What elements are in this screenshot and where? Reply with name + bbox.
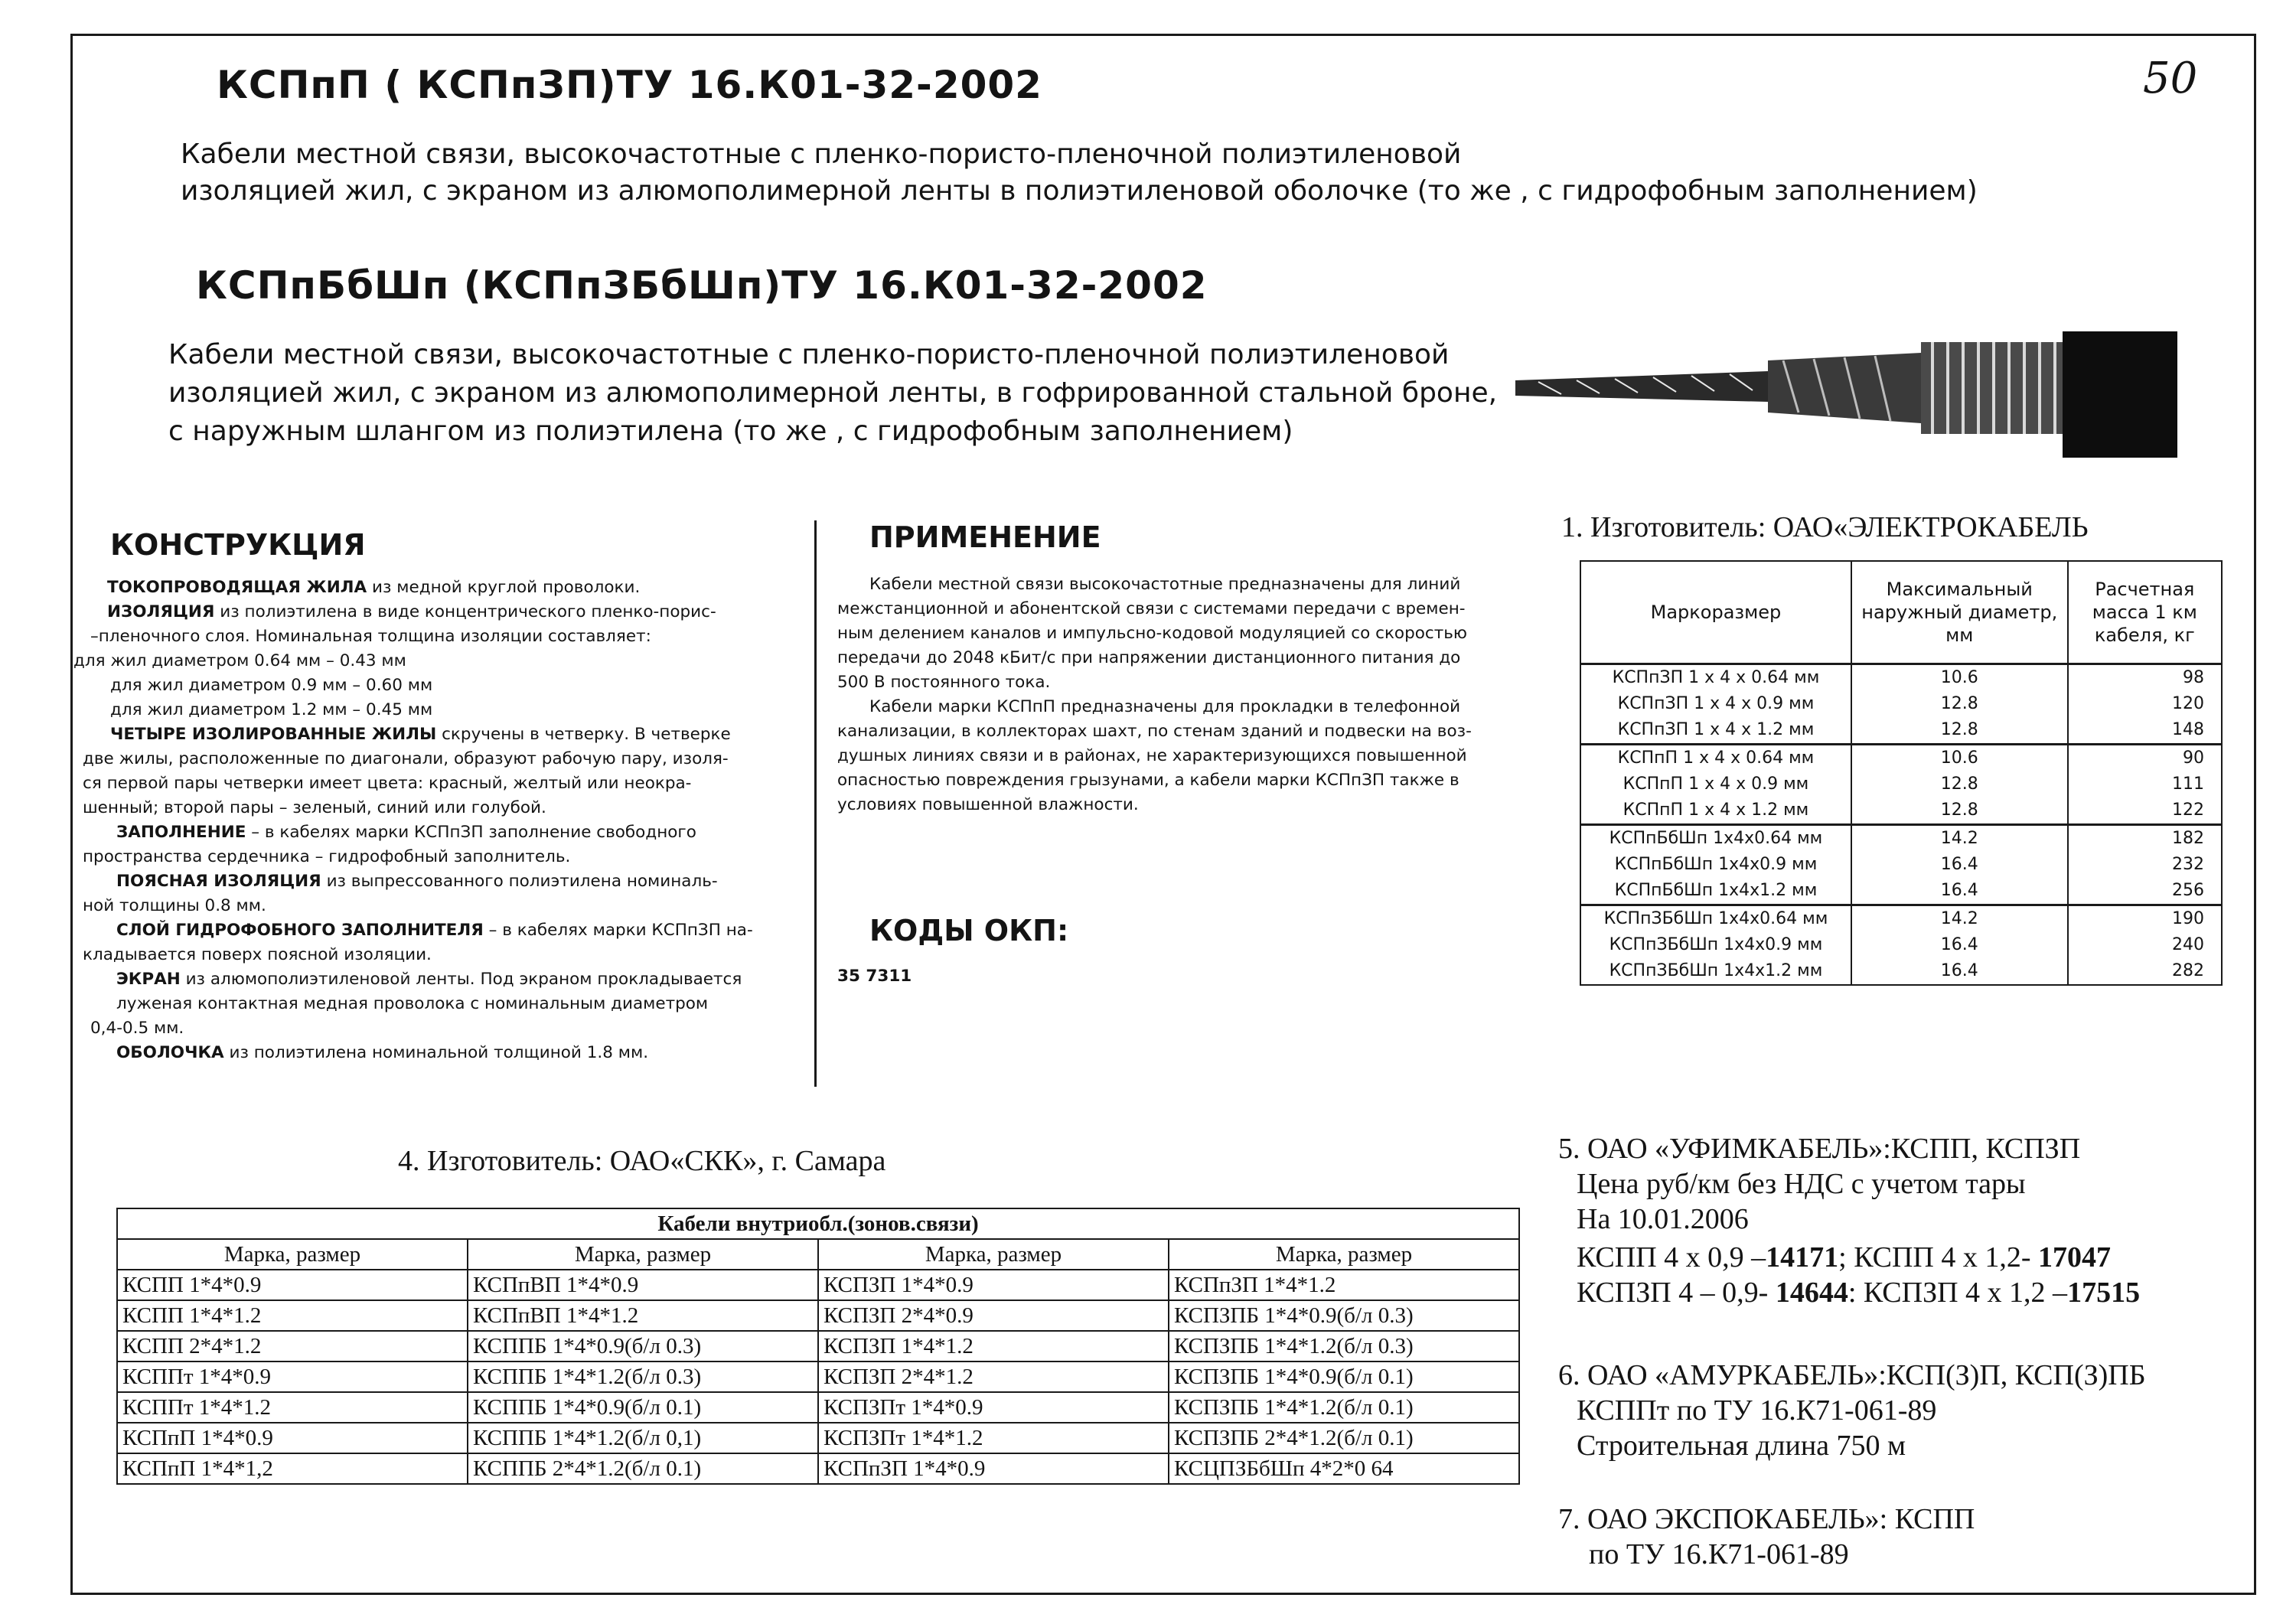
t1-cell-diameter: 14.2 (1851, 825, 2068, 853)
construction-p6-text: – в кабелях марки КСПпЗП на- (483, 921, 753, 940)
t2-cell: КСПЗПт 1*4*0.9 (818, 1392, 1169, 1423)
t2-cell: КСППБ 1*4*1.2(б/л 0.3) (468, 1361, 818, 1392)
application-heading: ПРИМЕНЕНИЕ (869, 520, 1101, 554)
t2-cell: КСППБ 2*4*1.2(б/л 0.1) (468, 1453, 818, 1484)
construction-p4-term: ЗАПОЛНЕНИЕ (116, 823, 246, 842)
t1-cell-model: КСПпП 1 х 4 х 0.9 мм (1580, 771, 1851, 797)
construction-p2-text: из полиэтилена в виде концентрического пленко-порис- (214, 602, 716, 621)
construction-p6-term: СЛОЙ ГИДРОФОБНОГО ЗАПОЛНИТЕЛЯ (116, 921, 484, 940)
construction-p5-term: ПОЯСНАЯ ИЗОЛЯЦИЯ (116, 872, 321, 891)
t1-cell-diameter: 10.6 (1851, 745, 2068, 772)
application-line5: 500 В постоянного тока. (837, 673, 1051, 692)
t1-header-diameter: Максимальный наружный диаметр, мм (1851, 561, 2068, 664)
t2-cell: КСПЗП 2*4*0.9 (818, 1300, 1169, 1331)
construction-p7-line3: 0,4-0.5 мм. (90, 1019, 184, 1038)
construction-p1-term: ТОКОПРОВОДЯЩАЯ ЖИЛА (107, 578, 367, 597)
t1-cell-model: КСПпЗП 1 х 4 х 1.2 мм (1580, 717, 1851, 745)
t2-row (117, 1453, 1519, 1484)
t1-cell-mass: 232 (2068, 852, 2222, 878)
t1-cell-mass: 120 (2068, 691, 2222, 717)
construction-p2-line5: для жил диаметром 1.2 мм – 0.45 мм (110, 700, 433, 719)
t1-row (1580, 717, 2222, 745)
t2-row (117, 1300, 1519, 1331)
t1-cell-mass: 98 (2068, 664, 2222, 692)
application-line1: Кабели местной связи высокочастотные предназначены для линий (869, 575, 1461, 594)
t1-cell-diameter: 10.6 (1851, 664, 2068, 692)
t1-row (1580, 825, 2222, 853)
t1-cell-mass: 122 (2068, 797, 2222, 825)
t2-row (117, 1392, 1519, 1423)
construction-p7-text: из алюмополиэтиленовой ленты. Под экраном прокладывается (180, 970, 742, 989)
subtitle2-line1: Кабели местной связи, высокочастотные с пленко-пористо-пленочной полиэтиленовой (168, 339, 1450, 370)
t2-cell: КСПЗПБ 1*4*0.9(б/л 0.1) (1169, 1361, 1519, 1392)
t2-cell: КСПП 1*4*0.9 (117, 1270, 468, 1300)
t1-cell-mass: 190 (2068, 905, 2222, 933)
construction-p2-line4: для жил диаметром 0.9 мм – 0.60 мм (110, 676, 433, 695)
application-line8: душных линиях связи и в районах, не характеризующихся повышенной (837, 746, 1467, 765)
t1-row (1580, 691, 2222, 717)
t1-row (1580, 878, 2222, 905)
price-ksp-09: 14171 (1766, 1241, 1839, 1273)
t2-cell: КСПпЗП 1*4*0.9 (818, 1453, 1169, 1484)
construction-p2-line2: –пленочного слоя. Номинальная толщина изоляции составляет: (90, 627, 651, 646)
t2-row (117, 1361, 1519, 1392)
subtitle1-line1: Кабели местной связи, высокочастотные с пленко-пористо-пленочной полиэтиленовой (181, 139, 1462, 170)
construction-p8-term: ОБОЛОЧКА (116, 1043, 224, 1062)
t2-cell: КСПЗПБ 2*4*1.2(б/л 0.1) (1169, 1423, 1519, 1453)
construction-p3-text: скручены в четверку. В четверке (436, 725, 731, 744)
t2-cell: КСППт 1*4*1.2 (117, 1392, 468, 1423)
t1-header-mass: Расчетная масса 1 км кабеля, кг (2068, 561, 2222, 664)
okp-code: 35 7311 (837, 967, 912, 986)
construction-heading: КОНСТРУКЦИЯ (110, 528, 366, 562)
application-line4: передачи до 2048 кБит/с при напряжении дистанционного питания до (837, 648, 1461, 667)
application-line7: канализации, в коллекторах шахт, по стенам зданий и подвески на воз- (837, 722, 1472, 741)
construction-p2-line3: для жил диаметром 0.64 мм – 0.43 мм (73, 651, 406, 670)
construction-p2-term: ИЗОЛЯЦИЯ (107, 602, 215, 621)
manufacturer7-line2: по ТУ 16.К71-061-89 (1589, 1538, 1849, 1570)
t1-cell-model: КСПпЗБбШп 1х4х1.2 мм (1580, 958, 1851, 985)
t2-cell: КСПпП 1*4*0.9 (117, 1423, 468, 1453)
t1-cell-diameter: 12.8 (1851, 771, 2068, 797)
construction-p1-text: из медной круглой проволоки. (367, 578, 641, 597)
page-number: 50 (2143, 54, 2198, 103)
construction-p3-term: ЧЕТЫРЕ ИЗОЛИРОВАННЫЕ ЖИЛЫ (110, 725, 437, 744)
t2-cell: КСПЗП 2*4*1.2 (818, 1361, 1169, 1392)
application-line9: опасностью повреждения грызунами, а кабели марки КСПпЗП также в (837, 771, 1459, 790)
construction-text (73, 576, 801, 1065)
t1-cell-model: КСПпЗБбШп 1х4х0.9 мм (1580, 932, 1851, 958)
price-ksp-09-label: КСПП 4 х 0,9 – (1577, 1241, 1766, 1273)
t1-cell-diameter: 16.4 (1851, 958, 2068, 985)
t1-row (1580, 932, 2222, 958)
construction-p3-line3: ся первой пары четверки имеет цвета: красный, желтый или неокра- (83, 774, 692, 793)
t1-cell-diameter: 12.8 (1851, 717, 2068, 745)
t2-header-col3: Марка, размер (818, 1239, 1169, 1270)
application-line6: Кабели марки КСПпП предназначены для прокладки в телефонной (869, 697, 1461, 716)
t1-cell-model: КСПпЗБбШп 1х4х0.64 мм (1580, 905, 1851, 933)
t1-cell-model: КСПпЗП 1 х 4 х 0.64 мм (1580, 664, 1851, 692)
price-ksp-12: 17047 (2037, 1241, 2111, 1273)
manufacturer7-line1: 7. ОАО ЭКСПОКАБЕЛЬ»: КСПП (1558, 1503, 1975, 1535)
application-line3: ным делением каналов и импульсно-кодовой модуляцией со скоростью (837, 624, 1467, 643)
t1-row (1580, 771, 2222, 797)
t1-row (1580, 852, 2222, 878)
subtitle1-line2: изоляцией жил, с экраном из алюмополимерной ленты в полиэтиленовой оболочке (то же , с гидрофобным заполнением) (181, 175, 1978, 207)
t2-cell: КСПЗПБ 1*4*1.2(б/л 0.3) (1169, 1331, 1519, 1361)
t1-cell-mass: 240 (2068, 932, 2222, 958)
manufacturer5-line1: 5. ОАО «УФИМКАБЕЛЬ»:КСПП, КСПЗП (1558, 1133, 2081, 1165)
cable-image (1515, 325, 2181, 463)
application-line2: межстанционной и абонентской связи с системами передачи с времен- (837, 599, 1466, 618)
manufacturer5-line5 (1558, 1275, 2262, 1310)
manufacturer6-line2: КСППт по ТУ 16.К71-061-89 (1577, 1394, 1937, 1427)
t1-cell-model: КСПпП 1 х 4 х 0.64 мм (1580, 745, 1851, 772)
t1-cell-model: КСПпБбШп 1х4х0.9 мм (1580, 852, 1851, 878)
manufacturer7-block (1558, 1502, 2262, 1572)
price-kspzp-12: 17515 (2067, 1277, 2141, 1309)
price-kspzp-09-label: КСПЗП 4 – 0,9- (1577, 1277, 1776, 1309)
application-text (837, 572, 1541, 817)
t2-cell: КСППт 1*4*0.9 (117, 1361, 468, 1392)
price-kspzp-09: 14644 (1775, 1277, 1848, 1309)
t2-cell: КСПЗП 1*4*0.9 (818, 1270, 1169, 1300)
construction-p7-term: ЭКРАН (116, 970, 181, 989)
t1-row (1580, 664, 2222, 692)
t1-cell-mass: 182 (2068, 825, 2222, 853)
application-line10: условиях повышенной влажности. (837, 795, 1139, 814)
manufacturer1-label: 1. Изготовитель: ОАО«ЭЛЕКТРОКАБЕЛЬ (1561, 511, 2089, 543)
t1-row (1580, 905, 2222, 933)
construction-p5-text: из выпрессованного полиэтилена номиналь- (321, 872, 718, 891)
t1-row (1580, 958, 2222, 985)
t2-cell: КСПЗП 1*4*1.2 (818, 1331, 1169, 1361)
manufacturer4-table (116, 1208, 1520, 1485)
manufacturer4-label: 4. Изготовитель: ОАО«СКК», г. Самара (398, 1145, 886, 1177)
subtitle2-line2: изоляцией жил, с экраном из алюмополимерной ленты, в гофрированной стальной броне, (168, 377, 1498, 409)
t2-cell: КСПпВП 1*4*0.9 (468, 1270, 818, 1300)
t1-cell-model: КСПпБбШп 1х4х0.64 мм (1580, 825, 1851, 853)
t1-cell-mass: 256 (2068, 878, 2222, 905)
t1-cell-model: КСПпП 1 х 4 х 1.2 мм (1580, 797, 1851, 825)
title-ksppp: КСПпП ( КСПпЗП)ТУ 16.К01-32-2002 (217, 63, 1042, 107)
t2-cell: КСППБ 1*4*1.2(б/л 0,1) (468, 1423, 818, 1453)
t1-cell-diameter: 16.4 (1851, 852, 2068, 878)
t2-cell: КСЦПЗБбШп 4*2*0 64 (1169, 1453, 1519, 1484)
construction-p4-text: – в кабелях марки КСПпЗП заполнение свободного (246, 823, 696, 842)
manufacturer5-line3: На 10.01.2006 (1577, 1203, 1749, 1235)
t2-cell: КСПпП 1*4*1,2 (117, 1453, 468, 1484)
column-divider (814, 520, 817, 1087)
okp-heading: КОДЫ ОКП: (869, 914, 1069, 947)
price-kspzp-12-label: : КСПЗП 4 х 1,2 – (1848, 1277, 2068, 1309)
t2-row (117, 1270, 1519, 1300)
t2-row (117, 1331, 1519, 1361)
t2-cell: КСПП 1*4*1.2 (117, 1300, 468, 1331)
title-kspbbshp: КСПпБбШп (КСПпЗБбШп)ТУ 16.К01-32-2002 (196, 263, 1208, 308)
t1-cell-mass: 148 (2068, 717, 2222, 745)
t2-header-col2: Марка, размер (468, 1239, 818, 1270)
t1-row (1580, 745, 2222, 772)
t2-row (117, 1423, 1519, 1453)
construction-p7-line2: луженая контактная медная проволока с номинальным диаметром (116, 994, 709, 1013)
t2-cell: КСПЗПт 1*4*1.2 (818, 1423, 1169, 1453)
construction-p6-line2: кладывается поверх поясной изоляции. (83, 945, 432, 964)
t2-header-col4: Марка, размер (1169, 1239, 1519, 1270)
t2-cell: КСППБ 1*4*0.9(б/л 0.3) (468, 1331, 818, 1361)
t1-cell-model: КСПпЗП 1 х 4 х 0.9 мм (1580, 691, 1851, 717)
t1-cell-diameter: 16.4 (1851, 878, 2068, 905)
construction-p8-text: из полиэтилена номинальной толщиной 1.8 мм. (223, 1043, 649, 1062)
construction-p4-line2: пространства сердечника – гидрофобный заполнитель. (83, 847, 571, 866)
t2-cell: КСПпЗП 1*4*1.2 (1169, 1270, 1519, 1300)
t1-row (1580, 797, 2222, 825)
t2-cell: КСППБ 1*4*0.9(б/л 0.1) (468, 1392, 818, 1423)
t1-cell-mass: 111 (2068, 771, 2222, 797)
t1-cell-diameter: 12.8 (1851, 797, 2068, 825)
t2-cell: КСПЗПБ 1*4*0.9(б/л 0.3) (1169, 1300, 1519, 1331)
construction-p3-line2: две жилы, расположенные по диагонали, образуют рабочую пару, изоля- (83, 749, 729, 768)
manufacturer5-line4 (1558, 1240, 2262, 1275)
t2-cell: КСПпВП 1*4*1.2 (468, 1300, 818, 1331)
t2-header-col1: Марка, размер (117, 1239, 468, 1270)
t1-cell-mass: 90 (2068, 745, 2222, 772)
manufacturer5-block (1558, 1131, 2262, 1310)
t2-cell: КСПП 2*4*1.2 (117, 1331, 468, 1361)
t1-cell-diameter: 14.2 (1851, 905, 2068, 933)
manufacturer5-line2: Цена руб/км без НДС с учетом тары (1577, 1168, 2026, 1200)
manufacturer6-block (1558, 1358, 2262, 1463)
t1-cell-model: КСПпБбШп 1х4х1.2 мм (1580, 878, 1851, 905)
t2-caption: Кабели внутриобл.(зонов.связи) (117, 1208, 1519, 1239)
t1-cell-diameter: 12.8 (1851, 691, 2068, 717)
subtitle2-line3: с наружным шлангом из полиэтилена (то же , с гидрофобным заполнением) (168, 416, 1293, 447)
construction-p5-line2: ной толщины 0.8 мм. (83, 896, 266, 915)
manufacturer6-line3: Строительная длина 750 м (1577, 1430, 1906, 1462)
t1-cell-diameter: 16.4 (1851, 932, 2068, 958)
manufacturer1-table (1580, 560, 2223, 986)
t2-cell: КСПЗПБ 1*4*1.2(б/л 0.1) (1169, 1392, 1519, 1423)
manufacturer6-line1: 6. ОАО «АМУРКАБЕЛЬ»:КСП(З)П, КСП(З)ПБ (1558, 1359, 2146, 1391)
price-ksp-12-label: ; КСПП 4 х 1,2- (1838, 1241, 2038, 1273)
construction-p3-line4: шенный; второй пары – зеленый, синий или голубой. (83, 798, 546, 817)
t1-cell-mass: 282 (2068, 958, 2222, 985)
t1-header-model: Маркоразмер (1580, 561, 1851, 664)
